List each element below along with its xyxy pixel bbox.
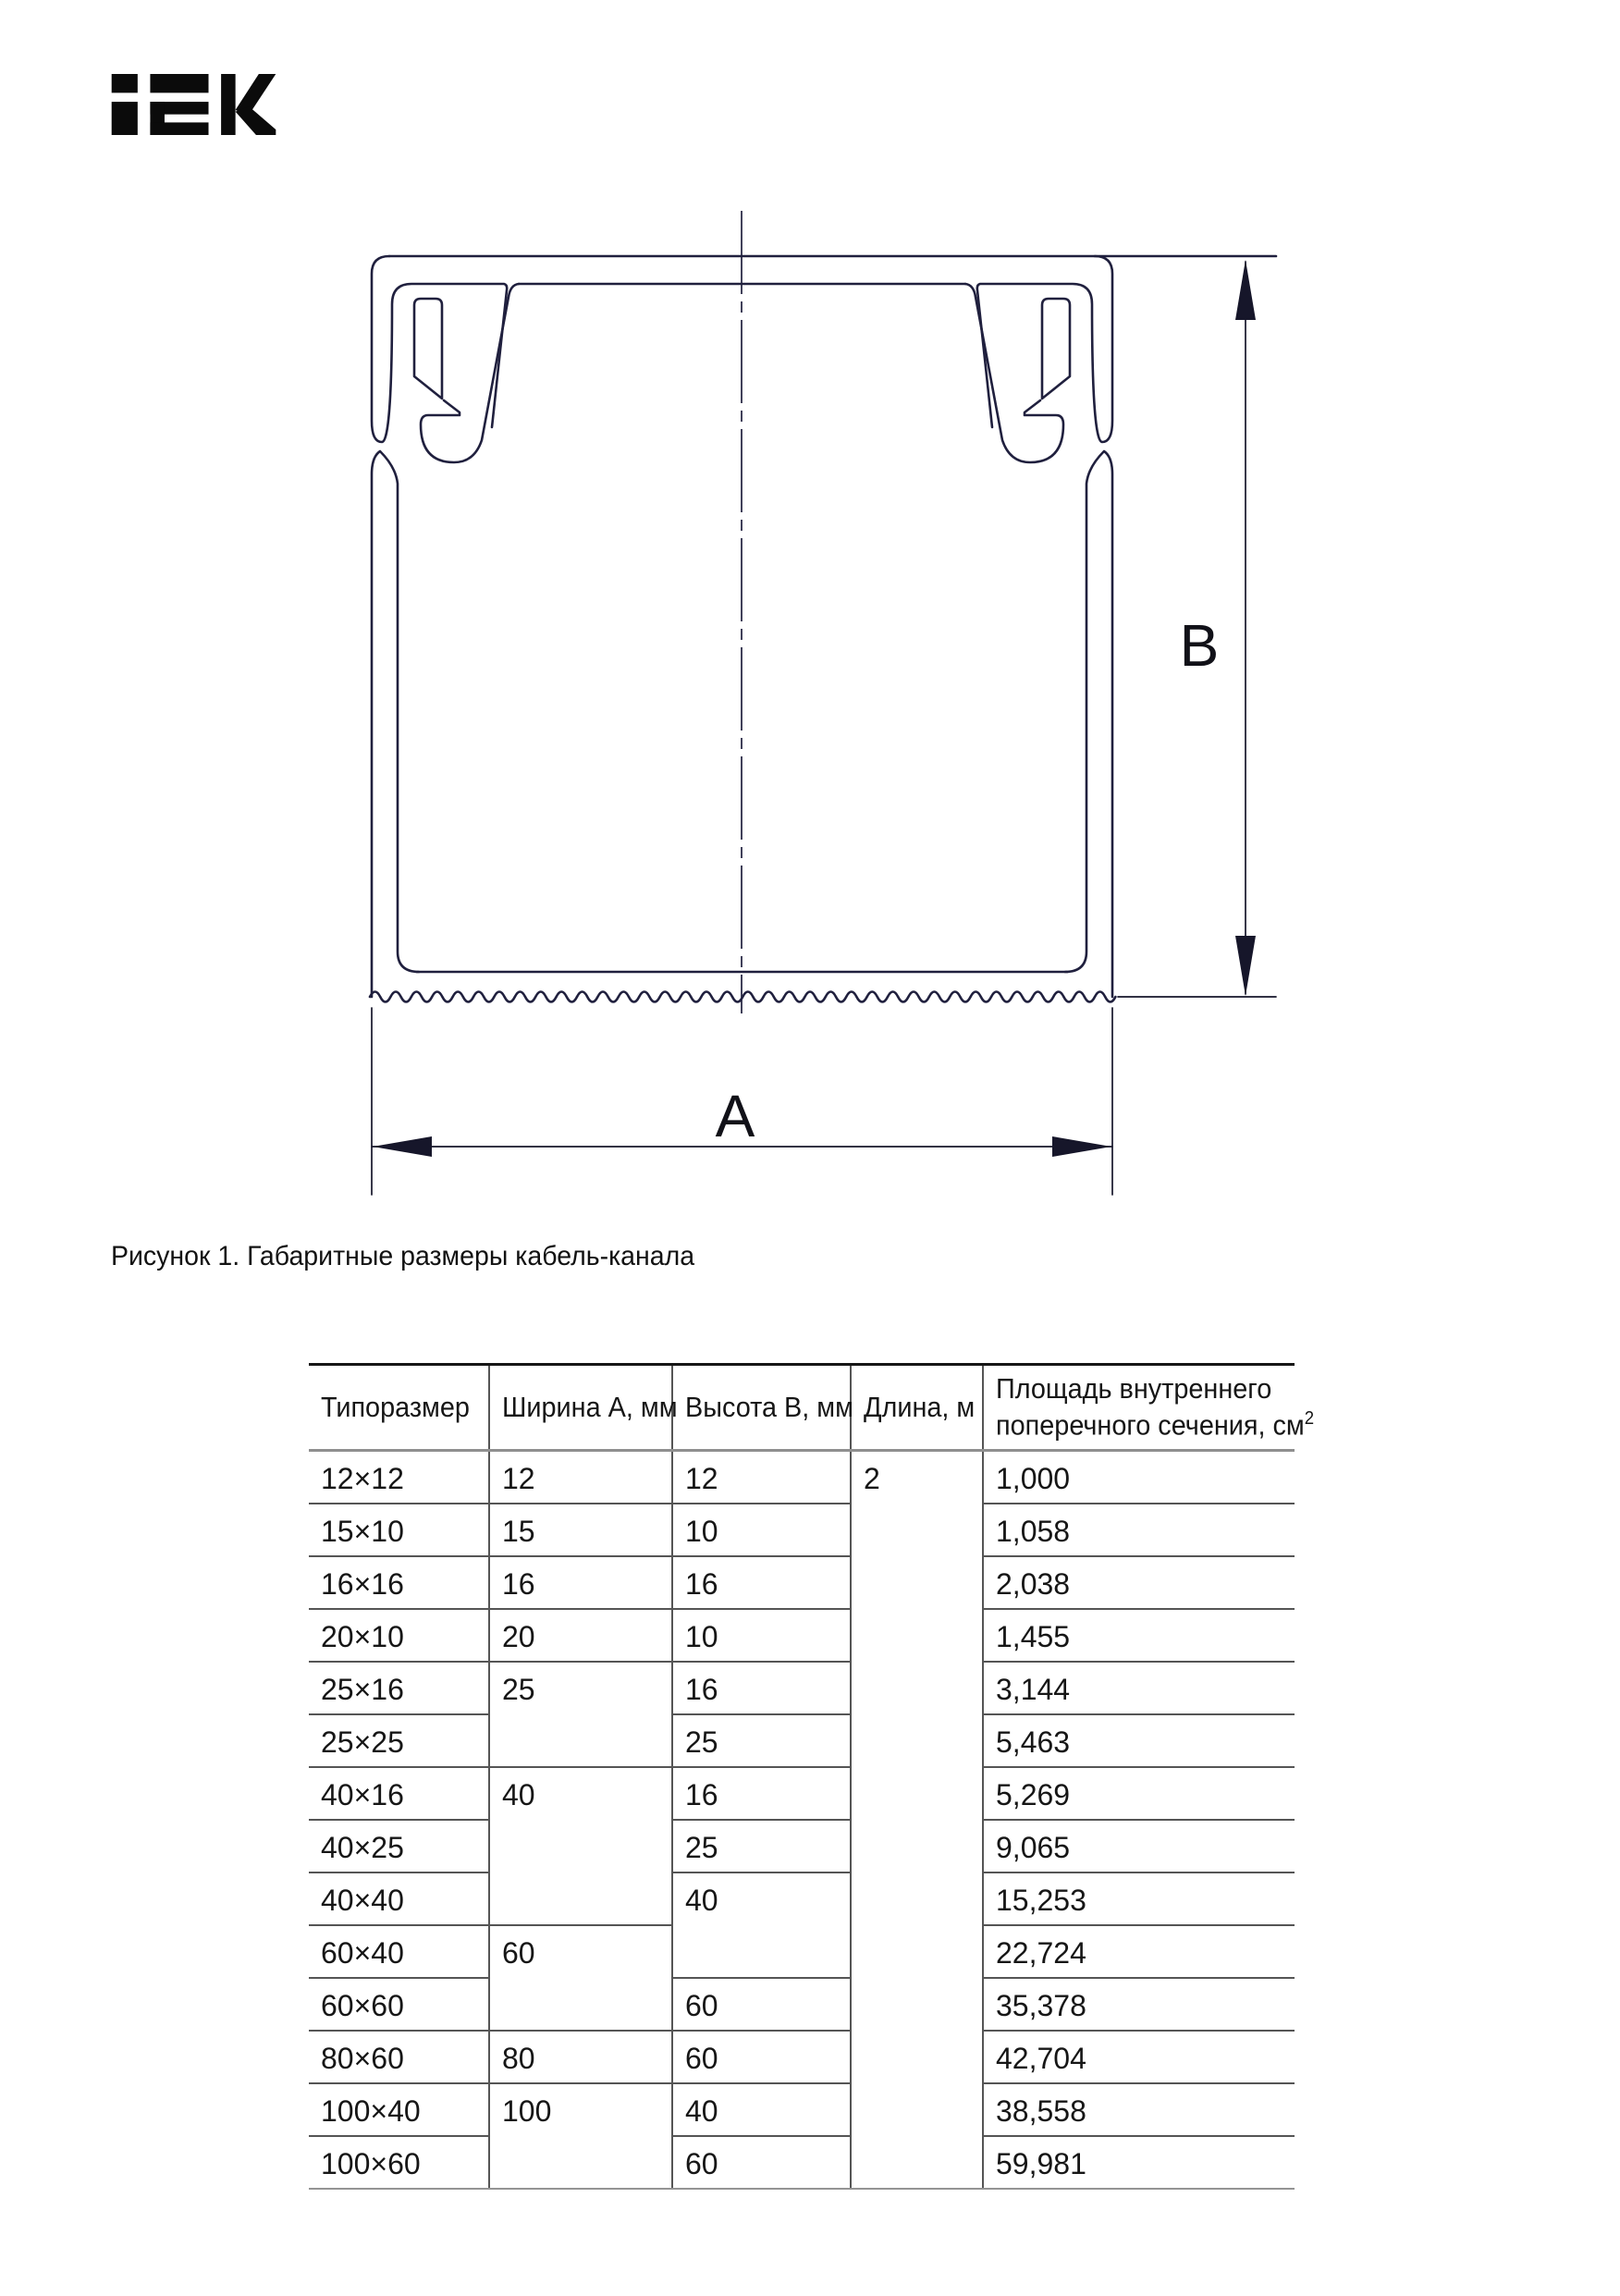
cell-height: 60 — [672, 2031, 851, 2083]
cell-width: 16 — [489, 1556, 672, 1609]
base-side-wall — [372, 451, 419, 997]
lid-hook-rib — [414, 299, 442, 399]
profile-serrated-bottom — [370, 992, 1115, 1002]
dimension-label-a: A — [715, 1083, 755, 1149]
table-row — [309, 1504, 1295, 1556]
cell-width: 40 — [489, 1767, 672, 1925]
cell-size: 80×60 — [309, 2031, 489, 2083]
cell-size: 20×10 — [309, 1609, 489, 1662]
cell-height: 60 — [672, 2136, 851, 2189]
cell-height: 16 — [672, 1662, 851, 1714]
cell-height: 12 — [672, 1450, 851, 1504]
cell-height: 25 — [672, 1714, 851, 1767]
cell-height: 40 — [672, 2083, 851, 2136]
cell-width: 12 — [489, 1450, 672, 1504]
table-row — [309, 1978, 1295, 2031]
cell-height: 10 — [672, 1609, 851, 1662]
cell-width: 60 — [489, 1925, 672, 2031]
table-row — [309, 2136, 1295, 2189]
header-height: Высота В, мм — [672, 1365, 851, 1451]
arrow-up-icon — [1235, 260, 1256, 320]
header-width: Ширина А, мм — [489, 1365, 672, 1451]
dimension-a — [372, 1008, 1112, 1195]
cable-channel-drawing — [324, 194, 1341, 1211]
table-row — [309, 2083, 1295, 2136]
cell-height: 60 — [672, 1978, 851, 2031]
cell-width: 20 — [489, 1609, 672, 1662]
cell-size: 16×16 — [309, 1556, 489, 1609]
arrow-right-icon — [1052, 1136, 1111, 1157]
cell-area: 35,378 — [983, 1978, 1295, 2031]
cell-width: 80 — [489, 2031, 672, 2083]
arrow-down-icon — [1235, 936, 1256, 996]
cell-size: 100×60 — [309, 2136, 489, 2189]
table-row — [309, 1450, 1295, 1504]
cell-area: 5,463 — [983, 1714, 1295, 1767]
cell-width: 100 — [489, 2083, 672, 2189]
table-row — [309, 1556, 1295, 1609]
table-row — [309, 1662, 1295, 1714]
table-header — [309, 1365, 1315, 1451]
table-header-row — [309, 1365, 1295, 1451]
table-row — [309, 1820, 1295, 1872]
cell-size: 25×16 — [309, 1662, 489, 1714]
cell-height: 40 — [672, 1872, 851, 1978]
figure-caption: Рисунок 1. Габаритные размеры кабель-канала — [111, 1241, 695, 1271]
cell-size: 40×40 — [309, 1872, 489, 1925]
cell-size: 25×25 — [309, 1714, 489, 1767]
iek-logo — [109, 74, 278, 135]
cell-area: 38,558 — [983, 2083, 1295, 2136]
cell-height: 16 — [672, 1556, 851, 1609]
cell-area: 22,724 — [983, 1925, 1295, 1978]
cell-height: 16 — [672, 1767, 851, 1820]
cell-size: 40×16 — [309, 1767, 489, 1820]
dimensions-table — [309, 1363, 1315, 2190]
header-area: Площадь внутреннего поперечного сечения, $см^2$ — [983, 1365, 1295, 1451]
header-size: Типоразмер — [309, 1365, 489, 1451]
cell-size: 15×10 — [309, 1504, 489, 1556]
table-row — [309, 2031, 1295, 2083]
dimension-label-b: B — [1179, 612, 1220, 679]
table-row — [309, 1872, 1295, 1925]
cell-width: 15 — [489, 1504, 672, 1556]
cell-size: 12×12 — [309, 1450, 489, 1504]
iek-logo-letters — [112, 74, 276, 135]
cell-size: 100×40 — [309, 2083, 489, 2136]
cell-area: 1,455 — [983, 1609, 1295, 1662]
cell-length: 2 — [851, 1450, 983, 2189]
cell-size: 40×25 — [309, 1820, 489, 1872]
header-length: Длина, м — [851, 1365, 983, 1451]
cell-size: 60×60 — [309, 1978, 489, 2031]
latch-detail-right — [965, 256, 1112, 997]
table-row — [309, 1714, 1295, 1767]
cell-area: 1,058 — [983, 1504, 1295, 1556]
table-row — [309, 1767, 1295, 1820]
cell-area: 59,981 — [983, 2136, 1295, 2189]
cell-area: 9,065 — [983, 1820, 1295, 1872]
cell-size: 60×40 — [309, 1925, 489, 1978]
cell-area: 3,144 — [983, 1662, 1295, 1714]
cell-area: 42,704 — [983, 2031, 1295, 2083]
latch-detail-left — [372, 256, 519, 997]
cell-height: 25 — [672, 1820, 851, 1872]
cell-height: 10 — [672, 1504, 851, 1556]
cell-area: 2,038 — [983, 1556, 1295, 1609]
arrow-left-icon — [373, 1136, 432, 1157]
cell-area: 1,000 — [983, 1450, 1295, 1504]
cell-area: 15,253 — [983, 1872, 1295, 1925]
dimension-b — [1118, 260, 1276, 997]
cell-area: 5,269 — [983, 1767, 1295, 1820]
cell-width: 25 — [489, 1662, 672, 1767]
table-row — [309, 1609, 1295, 1662]
